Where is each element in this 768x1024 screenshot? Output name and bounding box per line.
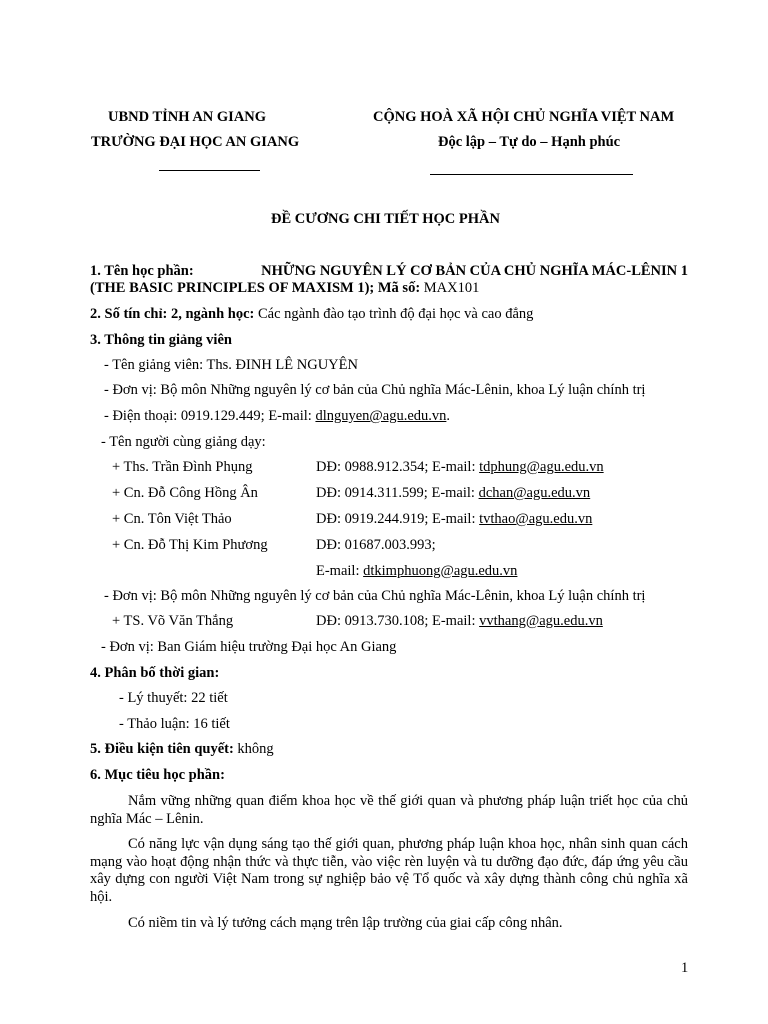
s3-lecturer: - Tên giảng viên: Ths. ĐINH LÊ NGUYÊN xyxy=(104,357,358,373)
s6-paragraph-3: Có niềm tin và lý tưởng cách mạng trên lập trường của giai cấp công nhân. xyxy=(128,915,563,931)
ts-contact xyxy=(316,613,603,630)
s3-label: 3. Thông tin giảng viên xyxy=(90,332,232,348)
page-number: 1 xyxy=(681,960,689,976)
s3-email-suffix: . xyxy=(446,408,451,424)
s5-line xyxy=(90,741,274,758)
s3-unit3: - Đơn vị: Ban Giám hiệu trường Đại học An Giang xyxy=(101,639,397,655)
extra-email-line xyxy=(316,563,517,580)
document-title: ĐỀ CƯƠNG CHI TIẾT HỌC PHẦN xyxy=(271,211,500,227)
s4-label: 4. Phân bố thời gian: xyxy=(90,665,220,681)
header-right-line1: CỘNG HOÀ XÃ HỘI CHỦ NGHĨA VIỆT NAM xyxy=(373,109,675,125)
s1-line2 xyxy=(90,280,479,297)
s2-label: 2. Số tín chỉ: 2, ngành học: xyxy=(90,306,255,322)
co-teacher-phone: DĐ: 0919.244.919; E-mail: xyxy=(316,511,476,527)
s3-unit2: - Đơn vị: Bộ môn Những nguyên lý cơ bản của Chủ nghĩa Mác-Lênin, khoa Lý luận chính trị xyxy=(104,588,646,604)
s3-email-link[interactable]: dlnguyen@agu.edu.vn xyxy=(315,408,447,424)
co-teacher-phone: DĐ: 0988.912.354; E-mail: xyxy=(316,459,476,475)
co-teacher-contact xyxy=(316,459,604,476)
s3-phone: - Điện thoại: 0919.129.449; E-mail: xyxy=(104,408,312,424)
s5-label: 5. Điều kiện tiên quyết: xyxy=(90,741,234,757)
co-teacher-contact xyxy=(316,537,436,554)
co-teacher-phone: DĐ: 01687.003.993; xyxy=(316,537,436,553)
s2-line xyxy=(90,306,533,323)
co-teacher-contact xyxy=(316,511,592,528)
header-left-line2: TRƯỜNG ĐẠI HỌC AN GIANG xyxy=(91,134,300,150)
s3-unit: - Đơn vị: Bộ môn Những nguyên lý cơ bản của Chủ nghĩa Mác-Lênin, khoa Lý luận chính trị xyxy=(104,382,646,398)
s4-theory: - Lý thuyết: 22 tiết xyxy=(119,690,228,706)
co-teacher-email-link[interactable]: dchan@agu.edu.vn xyxy=(478,485,591,501)
co-teacher-email-link[interactable]: tvthao@agu.edu.vn xyxy=(479,511,593,527)
extra-email-prefix: E-mail: xyxy=(316,563,360,579)
s1-name-line2: (THE BASIC PRINCIPLES OF MAXISM 1); Mã số: xyxy=(90,280,421,296)
s3-phone-line xyxy=(104,408,450,425)
co-teacher-phone: DĐ: 0914.311.599; E-mail: xyxy=(316,485,475,501)
s1-name-line1: NHỮNG NGUYÊN LÝ CƠ BẢN CỦA CHỦ NGHĨA MÁC-LÊNIN 1 xyxy=(261,263,688,279)
s6-paragraph-2: Có năng lực vận dụng sáng tạo thế giới quan, phương pháp luận khoa học, nhân sinh quan cách mạng vào hoạt động nhận thức và thực tiễn, vào việc rèn luyện và tu dưỡng đạo đức, đáp ứng yêu cầu xây dựng con người Việt Nam trong sự nghiệp bảo vệ Tổ quốc và xây dựng thành công chủ nghĩa xã hội. xyxy=(90,836,688,905)
co-teacher-contact xyxy=(316,485,590,502)
s5-value: không xyxy=(237,741,274,757)
s2-value: Các ngành đào tạo trình độ đại học và cao đẳng xyxy=(258,306,534,322)
co-teacher-name: + Cn. Tôn Việt Thảo xyxy=(112,511,232,527)
s1-code: MAX101 xyxy=(423,280,480,296)
header-left-underline xyxy=(159,170,260,171)
ts-phone: DĐ: 0913.730.108; E-mail: xyxy=(316,613,476,629)
header-right-underline xyxy=(430,174,633,175)
s6-paragraph-1: Nắm vững những quan điểm khoa học về thế giới quan và phương pháp luận triết học của chủ nghĩa Mác – Lênin. xyxy=(90,793,688,827)
co-teacher-name: + Cn. Đỗ Công Hồng Ân xyxy=(112,485,258,501)
ts-name: + TS. Võ Văn Thắng xyxy=(112,613,234,629)
co-teacher-name: + Ths. Trần Đình Phụng xyxy=(112,459,253,475)
s3-co-label: - Tên người cùng giảng dạy: xyxy=(101,434,266,450)
header-right-line2: Độc lập – Tự do – Hạnh phúc xyxy=(438,134,621,150)
s1-line1 xyxy=(90,263,688,280)
s1-label: 1. Tên học phần: xyxy=(90,263,194,279)
header-left-line1: UBND TỈNH AN GIANG xyxy=(108,109,267,125)
s6-label: 6. Mục tiêu học phần: xyxy=(90,767,225,783)
ts-email-link[interactable]: vvthang@agu.edu.vn xyxy=(479,613,603,629)
co-teacher-email-link[interactable]: tdphung@agu.edu.vn xyxy=(479,459,604,475)
s4-discussion: - Thảo luận: 16 tiết xyxy=(119,716,230,732)
extra-email-link[interactable]: dtkimphuong@agu.edu.vn xyxy=(363,563,518,579)
co-teacher-name: + Cn. Đỗ Thị Kim Phương xyxy=(112,537,268,553)
